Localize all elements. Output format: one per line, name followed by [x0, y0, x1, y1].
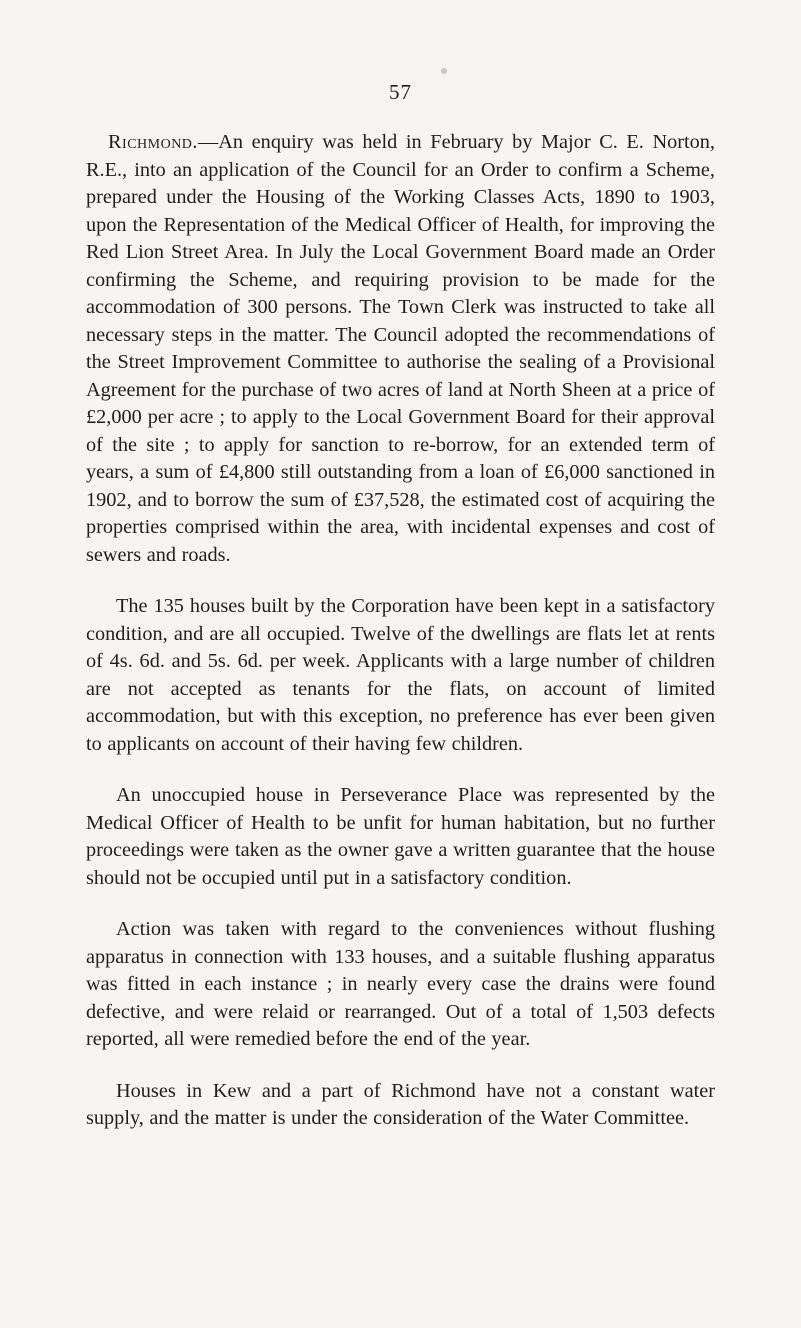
body-text	[86, 129, 715, 1157]
page-number: 57	[389, 80, 412, 104]
paragraph-flushing-apparatus: Action was taken with regard to the conveniences without flushing apparatus in connection with 133 houses, and a suitable flushing apparatus was fitted in each instance ; in nearly every case the drains were found defective, and were relaid or rearranged. Out of a total of 1,503 defects reported, all were remedied before the end of the year.	[86, 918, 715, 1050]
paper-speck	[441, 68, 447, 74]
paragraph-lead-heading: Richmond.	[108, 131, 198, 153]
paragraph-text: —An enquiry was held in February by Major C. E. Norton, R.E., into an application of the Council for an Order to confirm a Scheme, prepared under the Housing of the Working Classes Acts, 1890 to 1903, upon the Representation of the Medical Officer of Health, for improving the Red Lion Street Area. In July the Local Government Board made an Order confirming the Scheme, and requiring provision to be made for the accommodation of 300 persons. The Town Clerk was instructed to take all necessary steps in the matter. The Council adopted the recommendations of the Street Improvement Committee to authorise the sealing of a Provisional Agreement for the purchase of two acres of land at North Sheen at a price of £2,000 per acre ; to apply to the Local Government Board for their approval of the site ; to apply for sanction to re-borrow, for an extended term of years, a sum of £4,800 still outstanding from a loan of £6,000 sanctioned in 1902, and to borrow the sum of £37,528, the estimated cost of acquiring the properties comprised within the area, with incidental expenses and cost of sewers and roads.	[86, 131, 715, 566]
paragraph-water-supply: Houses in Kew and a part of Richmond have not a constant water supply, and the matter is under the consideration of the Water Committee.	[86, 1079, 715, 1129]
paragraph-richmond-scheme	[86, 129, 715, 569]
paragraph-unoccupied-house: An unoccupied house in Perseverance Place was represented by the Medical Officer of Health to be unfit for human habitation, but no further proceedings were taken as the owner gave a written guarantee that the house should not be occupied until put in a satisfactory condition.	[86, 784, 715, 889]
paragraph-corporation-houses: The 135 houses built by the Corporation have been kept in a satisfactory condition, and are all occupied. Twelve of the dwellings are flats let at rents of 4s. 6d. and 5s. 6d. per week. Applicants with a large number of children are not accepted as tenants for the flats, on account of limited accommodation, but with this exception, no preference has ever been given to applicants on account of their having few children.	[86, 595, 715, 755]
